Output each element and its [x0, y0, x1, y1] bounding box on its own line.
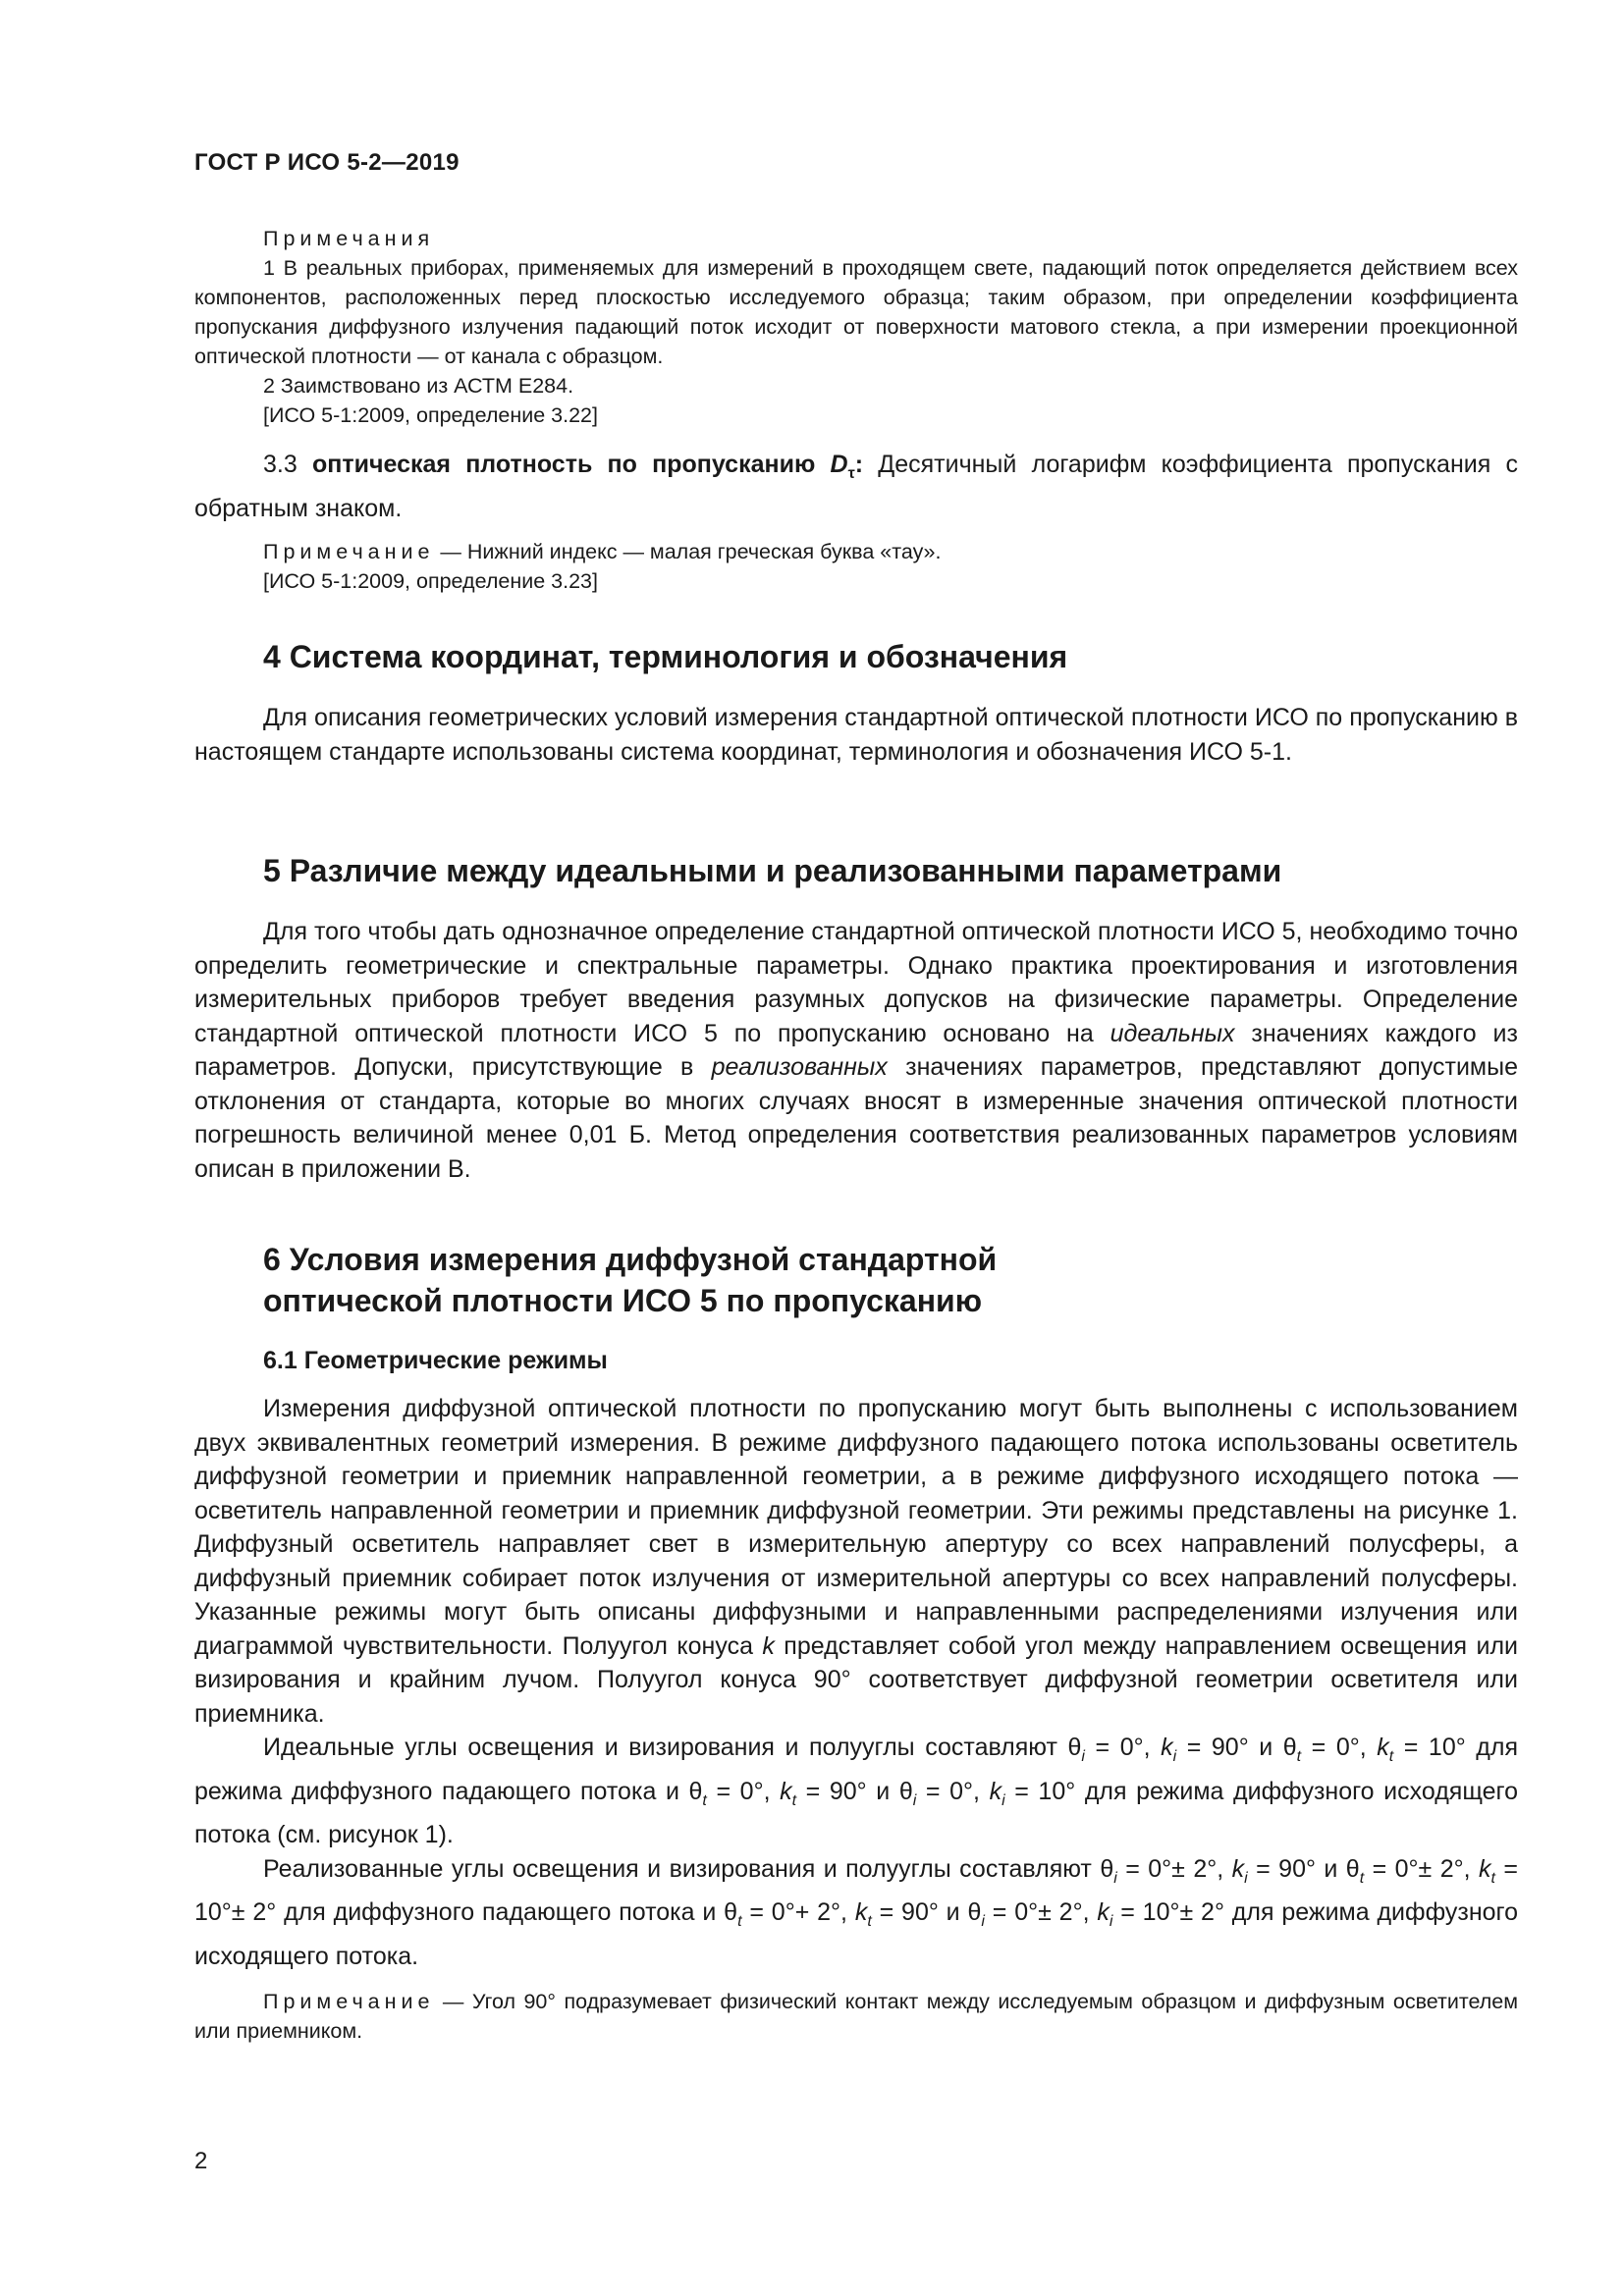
- term-note-text: — Нижний индекс — малая греческая буква «тау».: [434, 540, 942, 563]
- term-definition: Десятичный логарифм коэффициента пропускания с обратным знаком.: [194, 451, 1518, 522]
- section-6-1-note: Примечание — Угол 90° подразумевает физический контакт между исследуемым образцом и диффузным осветителем или приемником.: [194, 1990, 1518, 2043]
- section-6-1-paragraph-2: Идеальные углы освещения и визирования и полууглы составляют $\theta_i = 0^\circ$, $k_i = 90^\circ$ и $\theta_t = 0^\circ$, $k_t = 10^\circ$ для режима диффузного падающего потока и $\theta_t = 0^\circ$, $k_t = 90^\circ$ и $\theta_i = 0^\circ$, $k_i = 10^\circ$ для режима диффузного исходящего потока (см. рисунок 1).: [194, 1734, 1519, 1848]
- term-symbol-subscript: τ: [847, 465, 855, 482]
- section-5-title: 5 Различие между идеальными и реализованными параметрами: [263, 853, 1282, 888]
- note-reference: [ИСО 5-1:2009, определение 3.22]: [263, 403, 598, 427]
- term-3-3: 3.3 оптическая плотность по пропусканию $D_\tau$: Десятичный логарифм коэффициента пропускания с обратным знаком. Примечание — Нижний индекс — малая греческая буква «тау». [ИСО 5-1:2009, определение 3.23]: [194, 448, 1518, 596]
- notes-label: Примечания: [263, 227, 435, 250]
- page-number: 2: [194, 2148, 208, 2174]
- note-2: 2 Заимствовано из АСТМ Е284.: [263, 374, 574, 398]
- section-6-1-paragraph-3: Реализованные углы освещения и визирования и полууглы составляют $\theta_i = 0^\circ\pm 2^\circ$, $k_i = 90^\circ$ и $\theta_t = 0^\circ\pm 2^\circ$, $k_t = 10^\circ\pm 2^\circ$ для диффузного падающего потока и $\theta_t = 0^\circ+ 2^\circ$, $k_t = 90^\circ$ и $\theta_i = 0^\circ\pm 2^\circ$, $k_i = 10^\circ\pm 2^\circ$ для режима диффузного исходящего потока.: [194, 1854, 1519, 1970]
- term-symbol: D: [830, 451, 848, 478]
- term-note-label: Примечание: [263, 540, 435, 563]
- section-6-1-title: 6.1 Геометрические режимы: [263, 1347, 608, 1374]
- section-6-title: 6 Условия измерения диффузной стандартной оптической плотности ИСО 5 по пропусканию: [263, 1242, 998, 1318]
- term-number: 3.3: [263, 451, 298, 478]
- term-reference: [ИСО 5-1:2009, определение 3.23]: [263, 569, 598, 593]
- term-name: оптическая плотность по пропусканию: [312, 451, 816, 478]
- section-4-title: 4 Система координат, терминология и обозначения: [263, 639, 1068, 674]
- document-code: ГОСТ Р ИСО 5-2—2019: [194, 149, 460, 176]
- notes-block: [194, 224, 1518, 430]
- section-5-text: Для того чтобы дать однозначное определение стандартной оптической плотности ИСО 5, необходимо точно определить геометрические и спектральные параметры. Однако практика проектирования и изготовления измерительных приборов требует введения разумных допусков на физические параметры. Определение стандартной оптической плотности ИСО 5 по пропусканию основано на идеальных значениях каждого из параметров. Допуски, присутствующие в реализованных значениях параметров, представляют допустимые отклонения от стандарта, которые во многих случаях вносят в измеренные значения оптической плотности погрешность величиной менее 0,01 Б. Метод определения соответствия реализованных параметров условиям описан в приложении В.: [194, 918, 1518, 1183]
- section-6-1-paragraph-1: Измерения диффузной оптической плотности по пропусканию могут быть выполнены с использованием двух эквивалентных геометрий измерения. В режиме диффузного падающего потока использованы осветитель диффузной геометрии и приемник направленной геометрии, а в режиме диффузного исходящего потока — осветитель направленной геометрии и приемник диффузной геометрии. Эти режимы представлены на рисунке 1. Диффузный осветитель направляет свет в измерительную апертуру со всех направлений полусферы, а диффузный приемник собирает поток излучения от измерительной апертуры со всех направлений полусферы. Указанные режимы могут быть описаны диффузными и направленными распределениями излучения или диаграммой чувствительности. Полуугол конуса k представляет собой угол между направлением освещения или визирования и крайним лучом. Полуугол конуса 90° соответствует диффузной геометрии осветителя или приемника.: [194, 1395, 1519, 1728]
- section-4-text: Для описания геометрических условий измерения стандартной оптической плотности ИСО по пропусканию в настоящем стандарте использованы система координат, терминология и обозначения ИСО 5-1.: [194, 704, 1518, 766]
- note-1: 1 В реальных приборах, применяемых для измерений в проходящем свете, падающий поток определяется действием всех компонентов, расположенных перед плоскостью исследуемого образца; таким образом, при определении коэффициента пропускания диффузного излучения падающий поток исходит от поверхности матового стекла, а при измерении проекционной оптической плотности — от канала с образцом.: [194, 256, 1518, 368]
- section-6-1-body: [194, 1392, 1518, 2046]
